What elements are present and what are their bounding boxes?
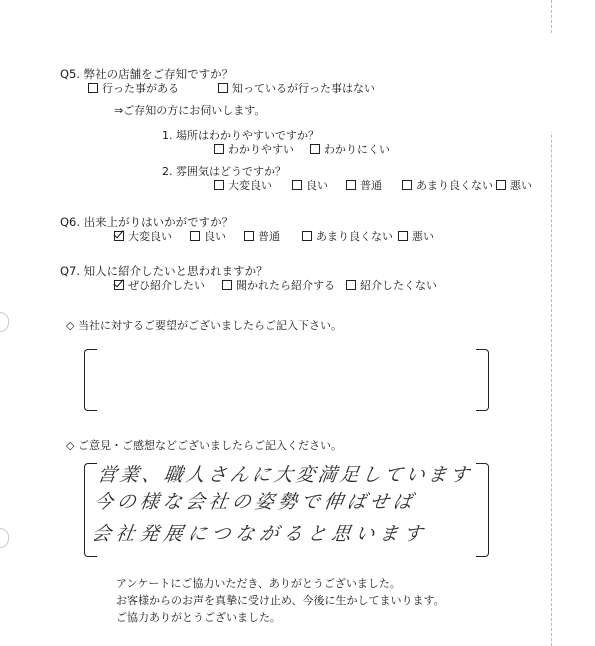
checkbox[interactable]	[244, 231, 254, 241]
checkbox[interactable]	[190, 231, 200, 241]
checkbox[interactable]	[214, 180, 224, 190]
q5-option-known-not-visited[interactable]: 知っているが行った事はない	[218, 82, 375, 95]
checkbox[interactable]	[346, 180, 356, 190]
q7-option-definitely[interactable]: ぜひ紹介したい	[114, 279, 205, 292]
q5-followup-note: ⇒ご存知の方にお伺いします。	[114, 104, 266, 117]
q5-sub2-option-good[interactable]: 良い	[292, 179, 328, 192]
opinions-box-right-bracket	[476, 463, 489, 557]
q6-option-very-good[interactable]: 大変良い	[114, 230, 172, 243]
punch-hole-mark	[0, 312, 9, 332]
checkbox[interactable]	[402, 180, 412, 190]
closing-line-3: ご協力ありがとうございました。	[116, 611, 281, 624]
q6-option-normal[interactable]: 普通	[244, 230, 280, 243]
q6-option-bad[interactable]: 悪い	[398, 230, 434, 243]
q5-sub2-option-normal[interactable]: 普通	[346, 179, 382, 192]
checkbox[interactable]	[218, 83, 228, 93]
handwritten-line-1: 営業、職人さんに大変満足しています	[96, 464, 474, 486]
q6-title: Q6. 出来上がりはいかがですか？	[60, 215, 234, 229]
q5-sub1-title: 1. 場所はわかりやすいですか？	[162, 129, 319, 142]
q7-title: Q7. 知人に紹介したいと思われますか？	[60, 264, 268, 278]
q5-sub1-option-hard[interactable]: わかりにくい	[310, 143, 390, 156]
checkbox[interactable]	[302, 231, 312, 241]
checkbox[interactable]	[292, 180, 302, 190]
checkbox[interactable]	[346, 280, 356, 290]
closing-line-2: お客様からのお声を真摯に受け止め、今後に生かしてまいります。	[116, 594, 445, 607]
q7-option-no[interactable]: 紹介したくない	[346, 279, 437, 292]
checkbox[interactable]	[310, 144, 320, 154]
q6-option-good[interactable]: 良い	[190, 230, 226, 243]
q5-sub2-option-bad[interactable]: 悪い	[496, 179, 532, 192]
checkbox[interactable]	[398, 231, 408, 241]
checkbox-checked[interactable]	[114, 231, 124, 241]
redaction-mask	[382, 34, 558, 132]
q5-sub2-option-very-good[interactable]: 大変良い	[214, 179, 272, 192]
opinions-title: ◇ ご意見・ご感想などございましたらご記入ください。	[66, 439, 342, 452]
requests-box-right-bracket	[476, 349, 489, 411]
q5-option-visited[interactable]: 行った事がある	[88, 82, 179, 95]
requests-title: ◇ 当社に対するご要望がございましたらご記入下さい。	[66, 319, 342, 332]
q7-option-if-asked[interactable]: 聞かれたら紹介する	[222, 279, 335, 292]
handwritten-line-2: 今の様な会社の姿勢で伸ばせば	[92, 491, 418, 513]
q5-sub2-option-not-good[interactable]: あまり良くない	[402, 179, 493, 192]
requests-box-left-bracket	[84, 349, 97, 411]
q6-option-not-good[interactable]: あまり良くない	[302, 230, 393, 243]
closing-line-1: アンケートにご協力いただき、ありがとうございました。	[116, 577, 401, 590]
q5-title: Q5. 弊社の店舗をご存知ですか？	[60, 67, 234, 81]
checkbox[interactable]	[496, 180, 506, 190]
handwritten-line-3: 会社発展につながると思います	[90, 523, 429, 545]
punch-hole-mark	[0, 528, 9, 548]
checkbox-checked[interactable]	[114, 280, 124, 290]
checkbox[interactable]	[222, 280, 232, 290]
checkbox[interactable]	[88, 83, 98, 93]
q5-sub2-title: 2. 雰囲気はどうですか？	[162, 165, 286, 178]
q5-sub1-option-easy[interactable]: わかりやすい	[214, 143, 294, 156]
checkbox[interactable]	[214, 144, 224, 154]
